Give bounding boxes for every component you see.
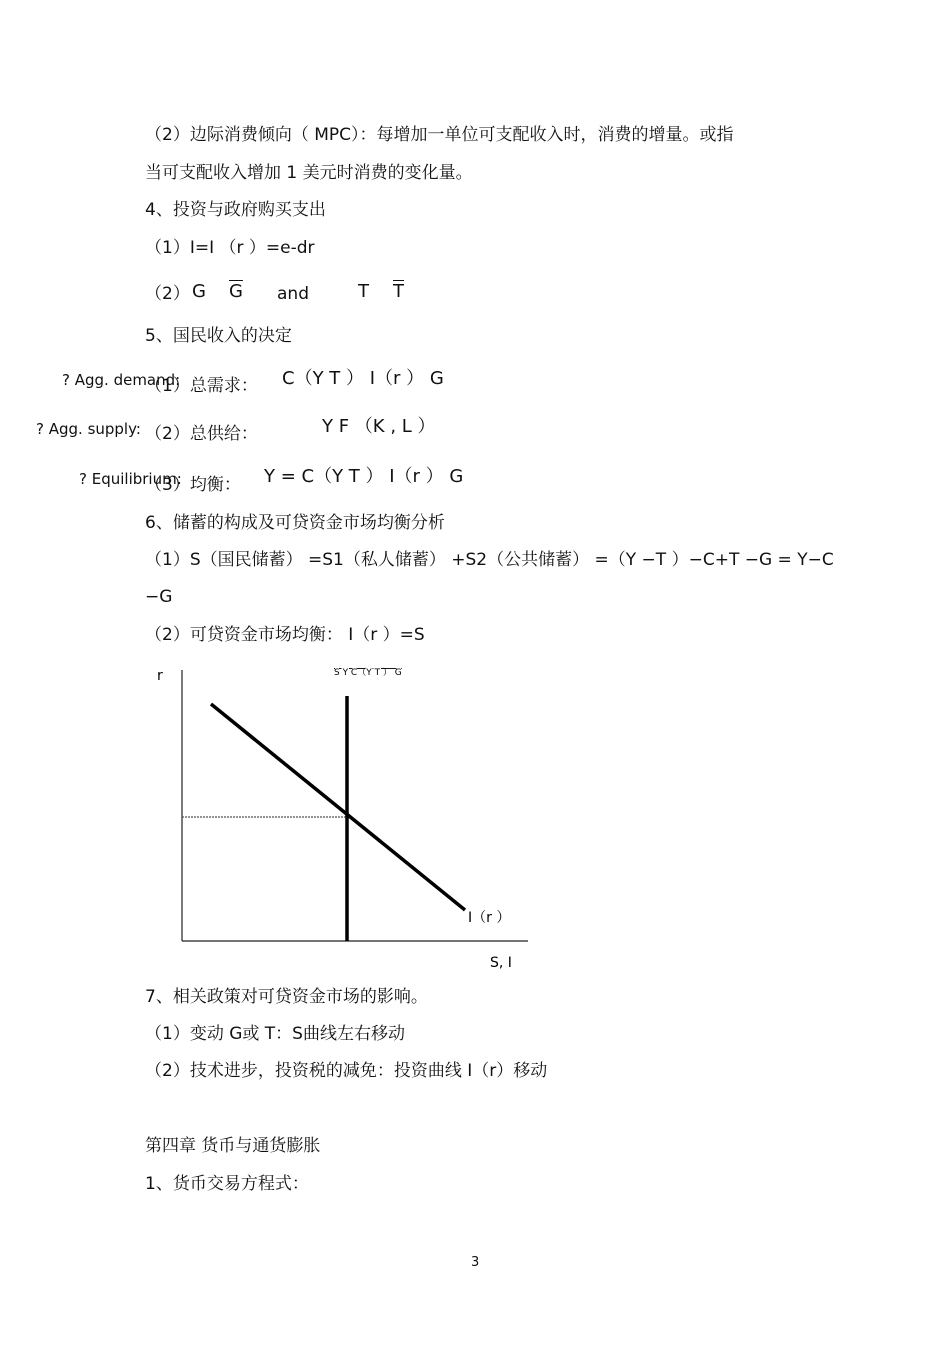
equation-agg-supply: Y F （K , L ） (322, 416, 436, 437)
savings-line-label: S Y C（Y T ） G (334, 668, 402, 678)
y-axis-label: r (157, 668, 163, 684)
text-line-policy-2: （2）技术进步，投资税的减免：投资曲线 I（r）移动 (145, 1061, 548, 1081)
text-line-saving-1: （1）S（国民储蓄） =S1（私人储蓄） +S2（公共储蓄） =（Y −T ）−C+T −G = Y−C (145, 550, 834, 570)
text-line-agg-demand: （1）总需求： (145, 376, 258, 396)
section-heading-4: 4、投资与政府购买支出 (145, 200, 326, 220)
symbol-g: G (192, 281, 206, 302)
section-heading-7: 7、相关政策对可贷资金市场的影响。 (145, 987, 428, 1007)
text-line-mpc-2: 当可支配收入增加 1 美元时消费的变化量。 (145, 163, 473, 183)
symbol-t-bar: $\overline{T}$ (393, 281, 404, 302)
label-agg-supply: ? Agg. supply: (36, 420, 141, 438)
symbol-t: T (358, 281, 369, 302)
text-line-loanable-eq: （2）可贷资金市场均衡： I（r ）=S (145, 625, 425, 645)
section-heading-6: 6、储蓄的构成及可贷资金市场均衡分析 (145, 513, 445, 533)
equation-equilibrium: Y = C（Y T ） I（r ） G (264, 466, 464, 487)
text-line-mpc-1: （2）边际消费倾向（ MPC）：每增加一单位可支配收入时，消费的增量。或指 (145, 125, 734, 145)
section-heading-5: 5、国民收入的决定 (145, 326, 292, 346)
text-line-policy-1: （1）变动 G或 T：S曲线左右移动 (145, 1024, 405, 1044)
chapter-heading: 第四章 货币与通货膨胀 (145, 1136, 321, 1156)
investment-curve-label: I（r ） (468, 910, 511, 926)
section-heading-money-1: 1、货币交易方程式： (145, 1174, 309, 1194)
text-and: and (277, 284, 309, 304)
text-line-agg-supply: （2）总供给： (145, 424, 258, 444)
x-axis-label: S, I (490, 955, 512, 971)
equation-agg-demand: C（Y T ） I（r ） G (282, 368, 444, 389)
page-number: 3 (471, 1255, 480, 1270)
investment-curve (211, 704, 465, 910)
label-agg-demand: ? Agg. demand: (62, 371, 181, 389)
text-line-g-t-prefix: （2） (145, 284, 190, 304)
text-line-investment-fn: （1）I=I （r ）=e-dr (145, 238, 315, 258)
symbol-g-bar: $\overline{G}$ (229, 281, 243, 302)
label-equilibrium: ? Equilibrium: (79, 470, 182, 488)
text-line-saving-2: −G (145, 587, 173, 607)
text-line-equilibrium: （3）均衡： (145, 475, 241, 495)
